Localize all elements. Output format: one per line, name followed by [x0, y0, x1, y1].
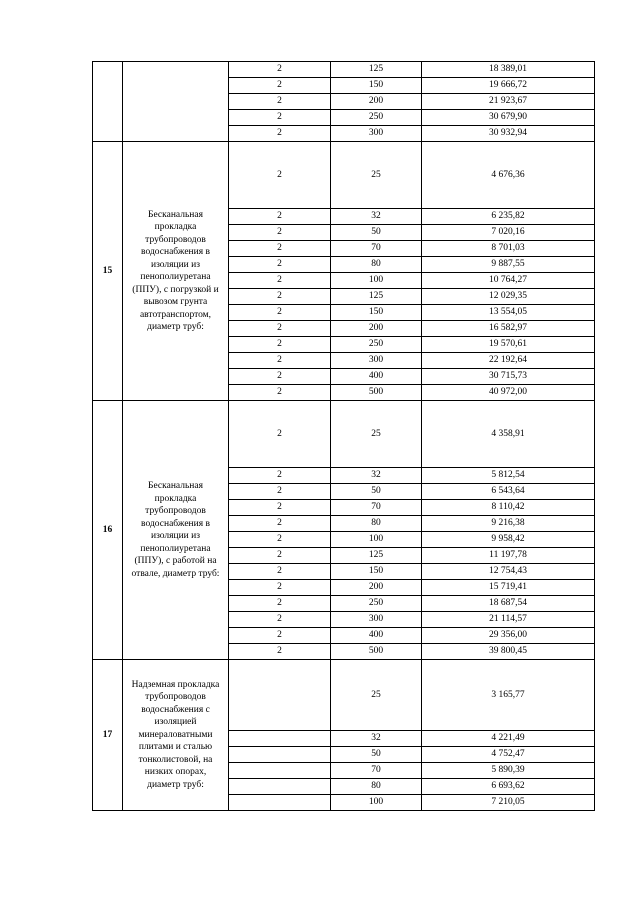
- category-cell: 2: [229, 644, 331, 660]
- diameter-cell: 125: [331, 548, 422, 564]
- price-cell: 6 693,62: [422, 779, 595, 795]
- diameter-cell: 125: [331, 289, 422, 305]
- category-cell: [229, 763, 331, 779]
- price-cell: 16 582,97: [422, 321, 595, 337]
- price-cell: 8 701,03: [422, 241, 595, 257]
- price-cell: 4 358,91: [422, 401, 595, 468]
- category-cell: 2: [229, 62, 331, 78]
- diameter-cell: 150: [331, 305, 422, 321]
- category-cell: 2: [229, 353, 331, 369]
- diameter-cell: 300: [331, 126, 422, 142]
- category-cell: 2: [229, 305, 331, 321]
- diameter-cell: 32: [331, 209, 422, 225]
- diameter-cell: 25: [331, 401, 422, 468]
- diameter-cell: 200: [331, 321, 422, 337]
- price-cell: 3 165,77: [422, 660, 595, 731]
- price-cell: 13 554,05: [422, 305, 595, 321]
- price-cell: 18 389,01: [422, 62, 595, 78]
- price-table-body: [93, 62, 595, 811]
- price-cell: 5 890,39: [422, 763, 595, 779]
- price-cell: 7 020,16: [422, 225, 595, 241]
- category-cell: 2: [229, 596, 331, 612]
- table-row: [93, 660, 595, 731]
- diameter-cell: 500: [331, 644, 422, 660]
- diameter-cell: 25: [331, 142, 422, 209]
- category-cell: [229, 747, 331, 763]
- price-cell: 21 923,67: [422, 94, 595, 110]
- category-cell: 2: [229, 612, 331, 628]
- diameter-cell: 80: [331, 516, 422, 532]
- diameter-cell: 70: [331, 763, 422, 779]
- price-cell: 4 676,36: [422, 142, 595, 209]
- category-cell: [229, 731, 331, 747]
- category-cell: [229, 779, 331, 795]
- item-description: Бесканальная прокладка трубопроводов водоснабжения в изоляции из пенополиуретана (ППУ), с погрузкой и вывозом грунта автотранспортом, диаметр труб:: [123, 142, 229, 401]
- diameter-cell: 50: [331, 225, 422, 241]
- price-cell: 22 192,64: [422, 353, 595, 369]
- price-cell: 19 666,72: [422, 78, 595, 94]
- diameter-cell: 70: [331, 500, 422, 516]
- category-cell: 2: [229, 321, 331, 337]
- price-cell: 15 719,41: [422, 580, 595, 596]
- diameter-cell: 150: [331, 564, 422, 580]
- diameter-cell: 400: [331, 369, 422, 385]
- category-cell: 2: [229, 484, 331, 500]
- item-description: Надземная прокладка трубопроводов водоснабжения с изоляцией минераловатными плитами и сталью тонколистовой, на низких опорах, диаметр труб:: [123, 660, 229, 811]
- price-cell: 10 764,27: [422, 273, 595, 289]
- diameter-cell: 250: [331, 337, 422, 353]
- diameter-cell: 50: [331, 484, 422, 500]
- price-table: [92, 61, 595, 811]
- price-cell: 6 235,82: [422, 209, 595, 225]
- price-cell: 30 679,90: [422, 110, 595, 126]
- diameter-cell: 100: [331, 532, 422, 548]
- item-description: [123, 62, 229, 142]
- diameter-cell: 200: [331, 94, 422, 110]
- category-cell: 2: [229, 401, 331, 468]
- price-cell: 21 114,57: [422, 612, 595, 628]
- item-number: 17: [93, 660, 123, 811]
- diameter-cell: 80: [331, 779, 422, 795]
- price-cell: 9 216,38: [422, 516, 595, 532]
- category-cell: 2: [229, 78, 331, 94]
- diameter-cell: 250: [331, 596, 422, 612]
- diameter-cell: 300: [331, 612, 422, 628]
- diameter-cell: 32: [331, 468, 422, 484]
- table-row: [93, 142, 595, 209]
- diameter-cell: 125: [331, 62, 422, 78]
- category-cell: [229, 795, 331, 811]
- price-cell: 40 972,00: [422, 385, 595, 401]
- category-cell: 2: [229, 500, 331, 516]
- diameter-cell: 500: [331, 385, 422, 401]
- item-number: [93, 62, 123, 142]
- category-cell: 2: [229, 289, 331, 305]
- item-description: Бесканальная прокладка трубопроводов водоснабжения в изоляции из пенополиуретана (ППУ), с работой на отвале, диаметр труб:: [123, 401, 229, 660]
- price-cell: 6 543,64: [422, 484, 595, 500]
- diameter-cell: 50: [331, 747, 422, 763]
- category-cell: [229, 660, 331, 731]
- category-cell: 2: [229, 126, 331, 142]
- price-cell: 4 752,47: [422, 747, 595, 763]
- category-cell: 2: [229, 94, 331, 110]
- price-cell: 9 887,55: [422, 257, 595, 273]
- price-cell: 12 754,43: [422, 564, 595, 580]
- price-cell: 12 029,35: [422, 289, 595, 305]
- category-cell: 2: [229, 580, 331, 596]
- diameter-cell: 250: [331, 110, 422, 126]
- price-cell: 19 570,61: [422, 337, 595, 353]
- table-row: [93, 401, 595, 468]
- category-cell: 2: [229, 564, 331, 580]
- diameter-cell: 300: [331, 353, 422, 369]
- category-cell: 2: [229, 110, 331, 126]
- price-cell: 8 110,42: [422, 500, 595, 516]
- category-cell: 2: [229, 337, 331, 353]
- category-cell: 2: [229, 209, 331, 225]
- price-cell: 39 800,45: [422, 644, 595, 660]
- table-row: [93, 62, 595, 78]
- category-cell: 2: [229, 385, 331, 401]
- diameter-cell: 70: [331, 241, 422, 257]
- price-cell: 9 958,42: [422, 532, 595, 548]
- category-cell: 2: [229, 241, 331, 257]
- category-cell: 2: [229, 628, 331, 644]
- category-cell: 2: [229, 532, 331, 548]
- category-cell: 2: [229, 548, 331, 564]
- diameter-cell: 32: [331, 731, 422, 747]
- diameter-cell: 25: [331, 660, 422, 731]
- diameter-cell: 80: [331, 257, 422, 273]
- item-number: 15: [93, 142, 123, 401]
- price-cell: 18 687,54: [422, 596, 595, 612]
- price-cell: 30 715,73: [422, 369, 595, 385]
- diameter-cell: 150: [331, 78, 422, 94]
- price-cell: 29 356,00: [422, 628, 595, 644]
- category-cell: 2: [229, 516, 331, 532]
- category-cell: 2: [229, 142, 331, 209]
- price-cell: 11 197,78: [422, 548, 595, 564]
- category-cell: 2: [229, 273, 331, 289]
- price-cell: 30 932,94: [422, 126, 595, 142]
- diameter-cell: 100: [331, 273, 422, 289]
- category-cell: 2: [229, 369, 331, 385]
- item-number: 16: [93, 401, 123, 660]
- price-cell: 7 210,05: [422, 795, 595, 811]
- price-cell: 5 812,54: [422, 468, 595, 484]
- diameter-cell: 200: [331, 580, 422, 596]
- diameter-cell: 100: [331, 795, 422, 811]
- diameter-cell: 400: [331, 628, 422, 644]
- category-cell: 2: [229, 468, 331, 484]
- category-cell: 2: [229, 225, 331, 241]
- price-cell: 4 221,49: [422, 731, 595, 747]
- category-cell: 2: [229, 257, 331, 273]
